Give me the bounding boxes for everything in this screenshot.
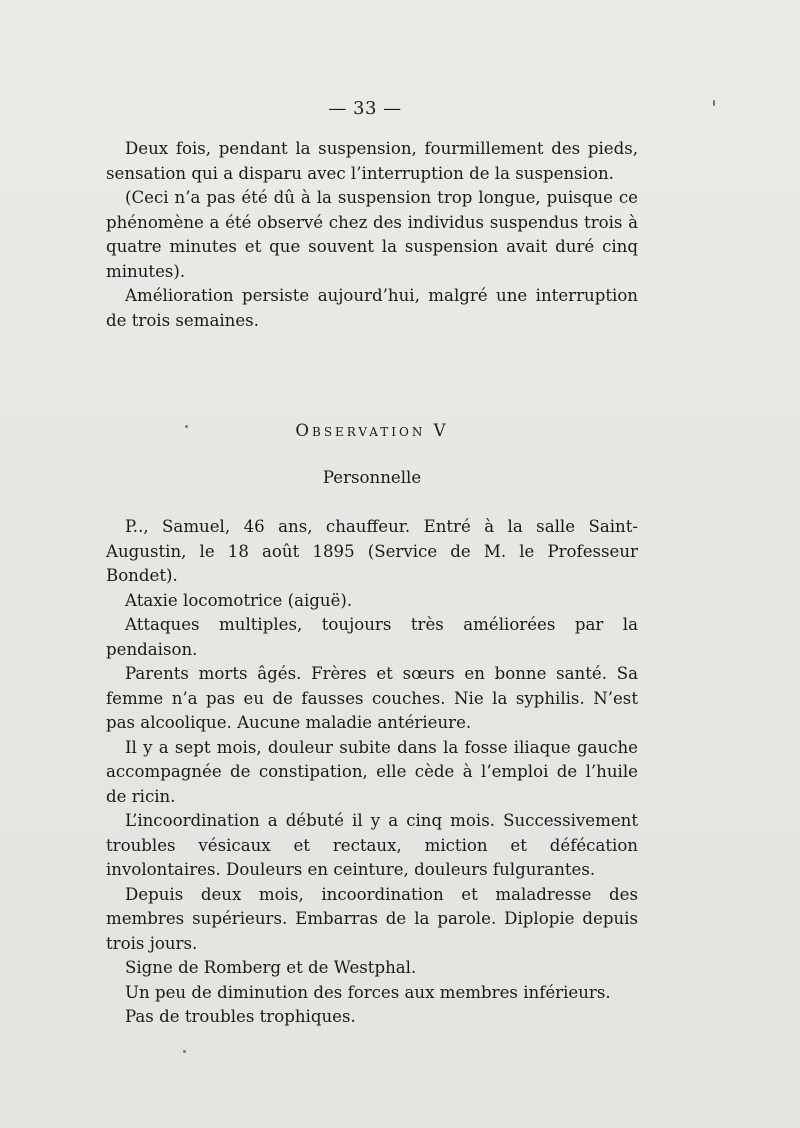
paragraph: P.., Samuel, 46 ans, chauffeur. Entré à la salle Saint-Augustin, le 18 août 1895 (Service de M. le Professeur Bondet). bbox=[106, 517, 638, 585]
paragraph: Ataxie locomotrice (aiguë). bbox=[125, 590, 353, 610]
paragraph: (Ceci n’a pas été dû à la suspension trop longue, puisque ce phénomène a été observé chez des individus suspendus trois à quatre minutes et que souvent la suspension avait duré cinq minutes). bbox=[106, 188, 638, 281]
page-number: — 33 — bbox=[328, 98, 402, 119]
paragraph: Depuis deux mois, incoordination et maladresse des membres supérieurs. Embarras de la parole. Diplopie depuis trois jours. bbox=[106, 884, 638, 953]
paragraph: Parents morts âgés. Frères et sœurs en bonne santé. Sa femme n’a pas eu de fausses couches. Nie la syphilis. N’est pas alcoolique. Aucune maladie antérieure. bbox=[106, 664, 638, 732]
paragraph: Amélioration persiste aujourd’hui, malgré une interruption de trois semaines. bbox=[106, 286, 638, 330]
text-block-top bbox=[106, 137, 638, 333]
paragraph: Pas de troubles trophiques. bbox=[125, 1007, 356, 1026]
paper-speck bbox=[185, 425, 188, 428]
paper-speck bbox=[183, 1050, 186, 1053]
observation-heading: Observation V bbox=[295, 421, 449, 440]
paragraph: Attaques multiples, toujours très améliorées par la pendaison. bbox=[106, 615, 638, 659]
paragraph: L’incoordination a débuté il y a cinq mois. Successivement troubles vésicaux et rectaux, miction et défécation involontaires. Douleurs en ceinture, douleurs fulgurantes. bbox=[106, 811, 638, 879]
observation-subheading: Personnelle bbox=[322, 468, 422, 487]
paragraph: Signe de Romberg et de Westphal. bbox=[125, 958, 417, 977]
paragraph: Il y a sept mois, douleur subite dans la fosse iliaque gauche accompagnée de constipation, elle cède à l’emploi de l’huile de ricin. bbox=[106, 737, 638, 806]
text-block-observation bbox=[106, 515, 638, 1030]
paragraph: Un peu de diminution des forces aux membres inférieurs. bbox=[125, 982, 611, 1002]
paper-speck bbox=[713, 100, 715, 106]
paragraph: Deux fois, pendant la suspension, fourmillement des pieds, sensation qui a disparu avec l’interruption de la suspension. bbox=[106, 139, 638, 183]
